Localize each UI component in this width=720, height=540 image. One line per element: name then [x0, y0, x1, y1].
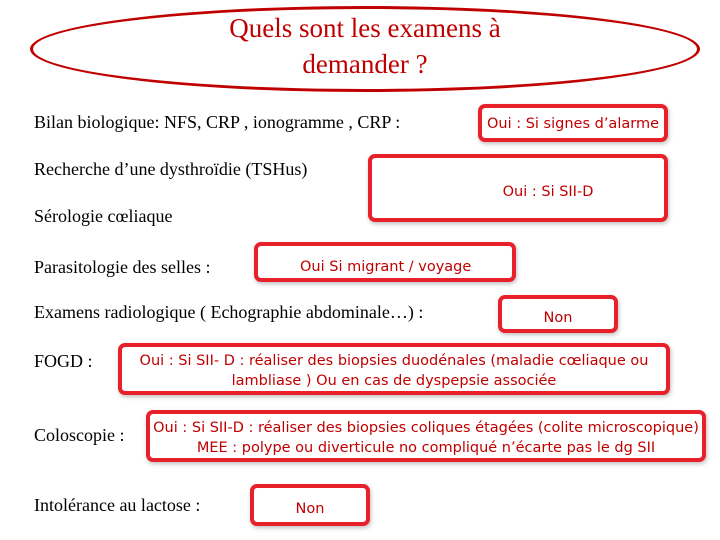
- answer-box-intolerance-lactose: [250, 484, 370, 526]
- label-dysthyroidie: Recherche d’une dysthroïdie (TSHus): [34, 159, 308, 179]
- title-line-1: Quels sont les examens à: [229, 13, 501, 43]
- label-radiologique: Examens radiologique ( Echographie abdominale…) :: [34, 302, 424, 322]
- answer-box-serologie-dysthyroidie: [368, 154, 668, 222]
- label-bilan-biologique: Bilan biologique: NFS, CRP , ionogramme , CRP :: [34, 112, 401, 132]
- answer-fogd-line-2: lambliase ) Ou en cas de dyspepsie associée: [231, 373, 557, 389]
- answer-coloscopie-line-2: MEE : polype ou diverticule no compliqué n’écarte pas le dg SII: [196, 440, 656, 456]
- label-coloscopie: Coloscopie :: [34, 425, 125, 445]
- label-intolerance-lactose: Intolérance au lactose :: [34, 495, 201, 515]
- answer-box-fogd: [118, 343, 670, 395]
- label-fogd: FOGD :: [34, 351, 93, 371]
- answer-bilan-biologique: Oui : Si signes d’alarme: [486, 116, 659, 132]
- answer-fogd-line-1: Oui : Si SII- D : réaliser des biopsies duodénales (maladie cœliaque ou: [139, 353, 649, 369]
- label-serologie-coeliaque: Sérologie cœliaque: [34, 206, 173, 226]
- answer-intolerance-lactose: Non: [295, 501, 325, 517]
- answer-coloscopie-line-1: Oui : Si SII-D : réaliser des biopsies coliques étagées (colite microscopique): [153, 420, 699, 436]
- answer-serologie: Oui : Si SII-D: [502, 184, 594, 200]
- answer-radiologique: Non: [543, 310, 573, 326]
- answer-parasitologie: Oui Si migrant / voyage: [300, 259, 472, 275]
- label-parasitologie: Parasitologie des selles :: [34, 257, 211, 277]
- page-title: [120, 10, 610, 82]
- answer-box-parasitologie: [254, 242, 516, 282]
- answer-box-bilan-biologique: [478, 104, 668, 142]
- title-line-2: demander ?: [302, 49, 428, 79]
- answer-box-radiologique: [498, 295, 618, 333]
- answer-box-coloscopie: [146, 410, 706, 462]
